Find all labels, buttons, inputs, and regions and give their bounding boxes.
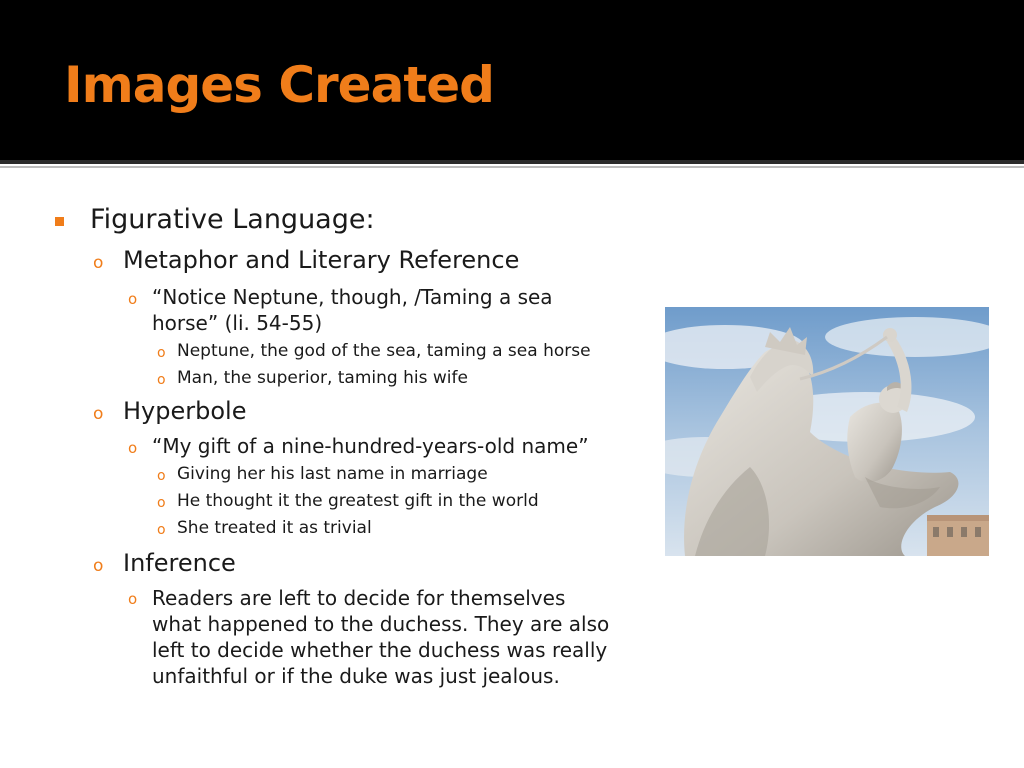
circle-bullet-icon: o: [157, 495, 166, 511]
circle-bullet-icon: o: [157, 468, 166, 484]
statue-photo-svg: [665, 307, 989, 556]
bullet-trivial: She treated it as trivial: [177, 518, 372, 538]
bullet-figurative-language: Figurative Language:: [90, 204, 375, 235]
bullet-quote-gift: “My gift of a nine-hundred-years-old name”: [152, 434, 589, 458]
bullet-quote-neptune-line1: “Notice Neptune, though, /Taming a sea: [152, 285, 553, 309]
circle-bullet-icon: o: [157, 345, 166, 361]
neptune-statue-photo: [665, 307, 989, 556]
circle-bullet-icon: o: [128, 439, 138, 457]
circle-bullet-icon: o: [93, 253, 104, 273]
bullet-readers-line2: what happened to the duchess. They are also: [152, 612, 610, 636]
bullet-man-superior: Man, the superior, taming his wife: [177, 368, 468, 388]
bullet-greatest-gift: He thought it the greatest gift in the world: [177, 491, 539, 511]
square-bullet-icon: [55, 217, 64, 226]
bullet-quote-neptune: [152, 284, 553, 336]
circle-bullet-icon: o: [157, 522, 166, 538]
bullet-metaphor: Metaphor and Literary Reference: [123, 246, 520, 274]
bullet-readers-line3: left to decide whether the duchess was really: [152, 638, 608, 662]
bullet-quote-neptune-line2: horse” (li. 54-55): [152, 311, 323, 335]
bullet-neptune-god: Neptune, the god of the sea, taming a sea horse: [177, 341, 591, 361]
bullet-readers-line4: unfaithful or if the duke was just jealous.: [152, 664, 560, 688]
bullet-giving-name: Giving her his last name in marriage: [177, 464, 488, 484]
slide-title: Images Created: [64, 56, 494, 114]
bullet-readers-line1: Readers are left to decide for themselves: [152, 586, 566, 610]
circle-bullet-icon: o: [128, 290, 138, 308]
circle-bullet-icon: o: [157, 372, 166, 388]
circle-bullet-icon: o: [93, 404, 104, 424]
bullet-readers: [152, 585, 609, 689]
bullet-inference: Inference: [123, 549, 236, 577]
circle-bullet-icon: o: [93, 556, 104, 576]
bullet-hyperbole: Hyperbole: [123, 397, 247, 425]
circle-bullet-icon: o: [128, 590, 138, 608]
